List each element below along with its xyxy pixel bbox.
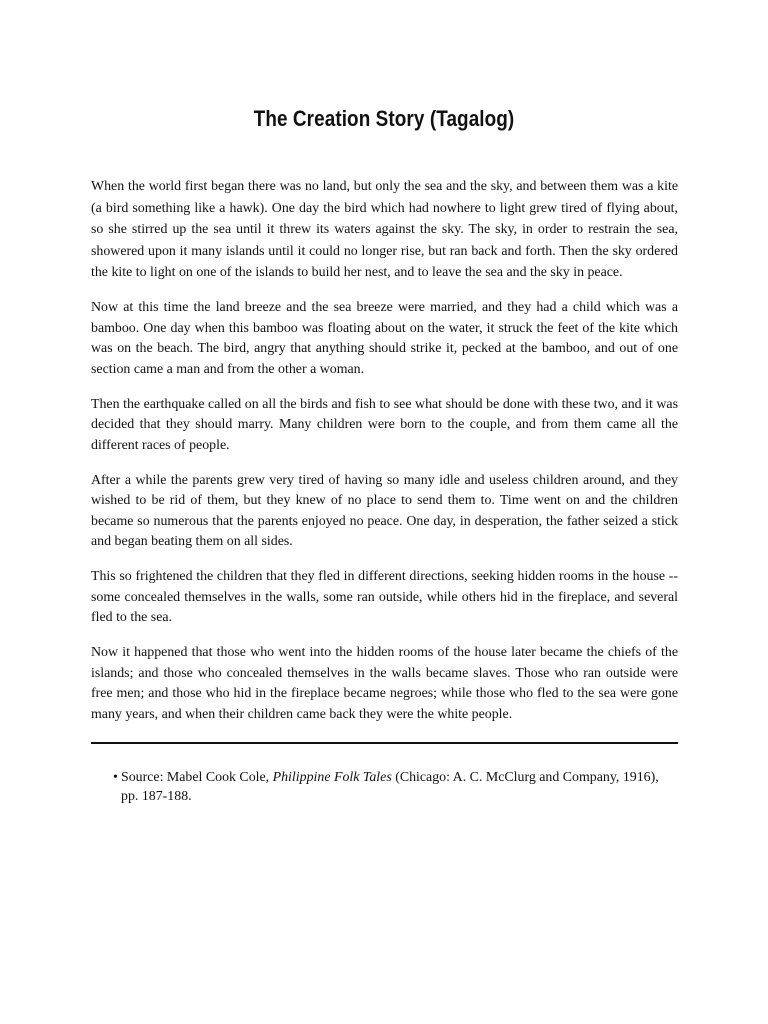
document-title: The Creation Story (Tagalog) [253,106,515,131]
source-footnote [91,768,678,806]
paragraph-4: After a while the parents grew very tired of having so many idle and useless children around, and they wished to be rid of them, but they knew of no place to send them to. Time went on and the children became so numerous that the parents enjoyed no peace. One day, in desperation, the father seized a stick and began beating them on all sides. [91,472,678,550]
footnote-suffix: (Chicago: A. C. McClurg and Company, 1916), pp. 187-188. [121,770,659,804]
paragraph-3: Then the earthquake called on all the birds and fish to see what should be done with these two, and it was decided that they should marry. Many children were born to the couple, and from them came all the different races of people. [91,396,678,453]
paragraph-2: Now at this time the land breeze and the sea breeze were married, and they had a child which was a bamboo. One day when this bamboo was floating about on the water, it struck the feet of the kite which was on the beach. The bird, angry that anything should strike it, pecked at the bamboo, and out of one section came a man and from the other a woman. [91,300,678,377]
paragraph-6: Now it happened that those who went into the hidden rooms of the house later became the chiefs of the islands; and those who concealed themselves in the walls became slaves. Those who ran outside were free men; and those who hid in the fireplace became negroes; while those who fled to the sea were gone many years, and when their children came back they were the white people. [91,645,678,722]
footnote-divider [91,742,678,744]
paragraph-5: This so frightened the children that they fled in different directions, seeking hidden rooms in the house -- some concealed themselves in the walls, some ran outside, while others hid in the fireplace, and several fled to the sea. [91,569,678,626]
footnote-list [91,768,678,806]
bullet-icon: • [113,770,118,785]
paragraph-1: When the world first began there was no land, but only the sea and the sky, and between them was a kite (a bird something like a hawk). One day the bird which had nowhere to light grew tired of flying about, so she stirred up the sea until it threw its waters against the sky. The sky, in order to restrain the sea, showered upon it many islands until it could no longer rise, but ran back and forth. Then the sky ordered the kite to light on one of the islands to build her nest, and to leave the sea and the sky in peace. [91,179,678,281]
footnote-book-title: Philippine Folk Tales [272,770,392,785]
footnote-prefix: Source: Mabel Cook Cole, [121,770,273,785]
story-body [91,176,678,740]
